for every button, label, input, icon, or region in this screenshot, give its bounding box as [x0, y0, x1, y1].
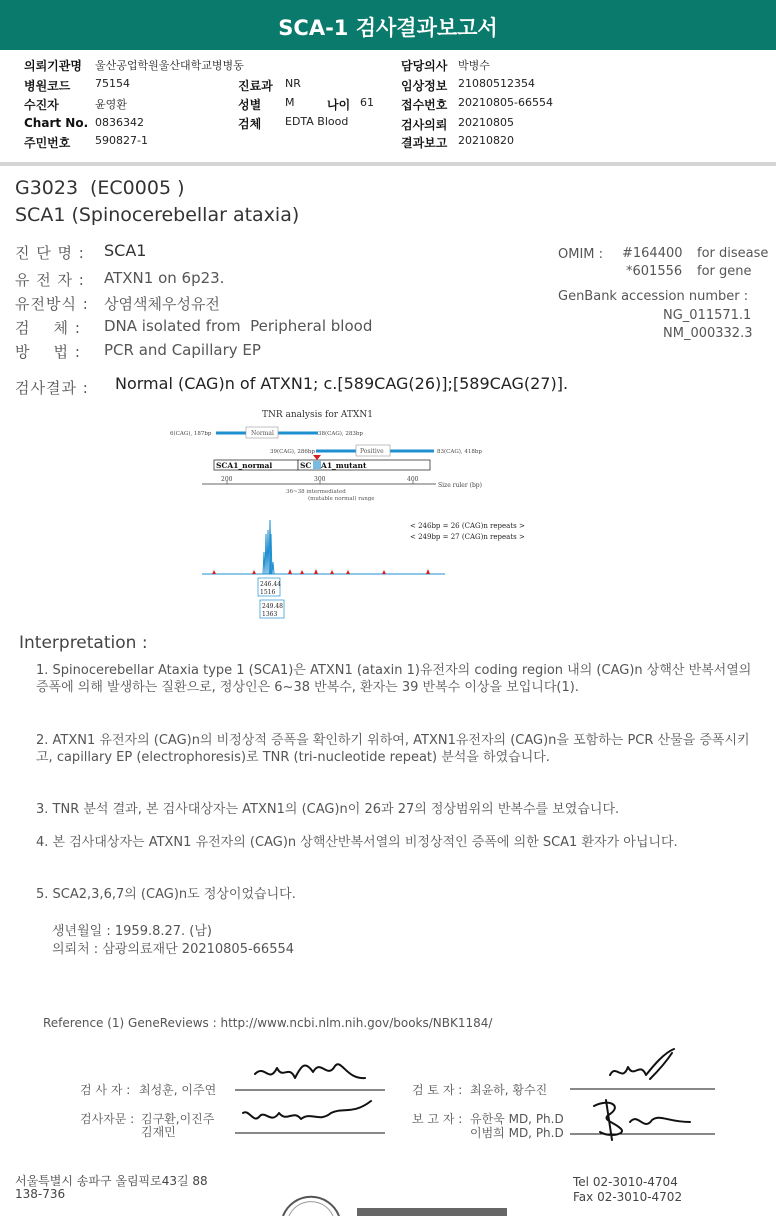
gene-value: ATXN1 on 6p23.: [104, 269, 225, 287]
tnr-figure: [160, 402, 540, 622]
sca1-mutant-label: A1_mutant: [321, 461, 367, 470]
receipt-no-label: 접수번호: [401, 98, 448, 112]
size-standard-peaks: [212, 569, 430, 574]
department-label: 진료과: [238, 79, 273, 93]
omim-label: OMIM :: [558, 247, 604, 262]
sample-value: DNA isolated from Peripheral blood: [104, 317, 373, 335]
chart-no-label: Chart No.: [24, 116, 89, 130]
interpretation-item-3: 3. TNR 분석 결과, 본 검사대상자는 ATXN1의 (CAG)n이 26과 27의 정상범위의 반복수를 보였습니다.: [36, 802, 620, 817]
reviewer-names: 최윤하, 황수진: [470, 1083, 548, 1097]
reporter-name-2: 이범희 MD, Ph.D: [470, 1126, 564, 1140]
institution-value: 울산공업학원울산대학교병병동: [95, 59, 244, 72]
reporter-label: 보 고 자 :: [412, 1112, 463, 1126]
intermediate-label-1: 36~38 intermediated: [286, 489, 346, 495]
hospital-code-value: 75154: [95, 77, 130, 90]
test-request-value: 20210805: [458, 116, 514, 129]
result-value: Normal (CAG)n of ATXN1; c.[589CAG(26)];[589CAG(27)].: [115, 374, 569, 393]
result-report-label: 결과보고: [401, 136, 448, 150]
hospital-code-label: 병원코드: [24, 79, 71, 93]
tick-300: 300: [314, 476, 326, 483]
marker-triangle: [313, 455, 321, 460]
figure-title: TNR analysis for ATXN1: [262, 410, 373, 420]
result-report-value: 20210820: [458, 134, 514, 147]
sca1-mutant-prefix: SC: [300, 461, 312, 470]
genbank-id-2: NM_000332.3: [663, 326, 753, 341]
birth-date: 생년월일 : 1959.8.27. (남): [52, 924, 213, 939]
footer-tel: Tel 02-3010-4704: [573, 1175, 678, 1189]
diagnosis-label: 진 단 명 :: [15, 244, 85, 262]
specimen-value: EDTA Blood: [285, 115, 349, 128]
chart-no-value: 0836342: [95, 116, 144, 129]
reporter-name-1: 유한욱 MD, Ph.D: [470, 1112, 564, 1126]
omim-gene-id: *601556: [626, 264, 683, 279]
advisor-label: 검사자문 :: [80, 1112, 135, 1126]
peak1-height: 1516: [260, 589, 276, 596]
interpretation-item-1: 1. Spinocerebellar Ataxia type 1 (SCA1)은 ATXN1 (ataxin 1)유전자의 coding region 내의 (CAG)n 상핵산 반복서열의 증폭에 의해 발생하는 질환으로, 정상인은 6~38 반복수, 환자는 39 반복수 이상을 보입니다(1).: [36, 663, 752, 695]
institution-label: 의뢰기관명: [24, 59, 82, 73]
header-divider: [0, 162, 776, 166]
referral: 의뢰처 : 삼광의료재단 20210805-66554: [52, 942, 295, 957]
age-label: 나이: [327, 98, 351, 112]
diagnosis-value: SCA1: [104, 241, 147, 260]
positive-right-label: 83(CAG), 418bp: [437, 449, 482, 455]
positive-box-label: Positive: [360, 448, 384, 455]
sex-value: M: [285, 96, 295, 109]
normal-right-label: 38(CAG), 283bp: [318, 431, 363, 437]
sample-label: 검 체 :: [15, 319, 81, 337]
genbank-id-1: NG_011571.1: [663, 308, 752, 323]
footer-postal: 138-736: [15, 1187, 66, 1201]
patient-label: 수진자: [24, 98, 59, 112]
positive-left-label: 39(CAG), 286bp: [270, 449, 315, 455]
inheritance-label: 유전방식 :: [15, 295, 89, 313]
tick-400: 400: [407, 476, 419, 483]
resident-no-label: 주민번호: [24, 136, 71, 150]
peak2-size: 249.48: [262, 603, 283, 610]
tester-label: 검 사 자 :: [80, 1083, 131, 1097]
age-value: 61: [360, 96, 374, 109]
test-name: SCA1 (Spinocerebellar ataxia): [15, 204, 300, 226]
omim-disease-desc: for disease: [697, 246, 769, 261]
reviewer-signature: [570, 1045, 715, 1093]
omim-gene-desc: for gene: [697, 264, 752, 279]
reviewer-label: 검 토 자 :: [412, 1083, 463, 1097]
report-title: SCA-1 검사결과보고서: [278, 16, 498, 40]
interpretation-item-5: 5. SCA2,3,6,7의 (CAG)n도 정상이었습니다.: [36, 887, 296, 902]
clinical-info-label: 임상정보: [401, 79, 448, 93]
ruler-label: Size ruler (bp): [438, 482, 482, 489]
sca1-mutant-marker: [313, 461, 321, 469]
clinical-info-value: 21080512354: [458, 77, 535, 90]
gene-label: 유 전 자 :: [15, 271, 85, 289]
footer-fax: Fax 02-3010-4702: [573, 1190, 683, 1204]
interpretation-heading: Interpretation :: [19, 633, 148, 653]
peak-cluster-2: [270, 534, 274, 574]
sca1-normal-label: SCA1_normal: [216, 461, 273, 470]
doctor-label: 담당의사: [401, 59, 448, 73]
footer-address: 서울특별시 송파구 올림픽로43길 88: [15, 1174, 208, 1188]
test-request-label: 검사의뢰: [401, 118, 448, 132]
normal-box-label: Normal: [251, 430, 274, 437]
peak1-size: 246.44: [260, 581, 281, 588]
tester-names: 최성훈, 이주연: [139, 1083, 217, 1097]
patient-value: 윤영환: [95, 98, 127, 111]
inheritance-value: 상염색체우성유전: [104, 295, 220, 313]
advisor-names-1: 김구환,이진주: [141, 1112, 215, 1126]
omim-disease-id: #164400: [622, 246, 683, 261]
receipt-no-value: 20210805-66554: [458, 96, 553, 109]
advisor-signature: [235, 1095, 385, 1137]
note-246bp: < 246bp = 26 (CAG)n repeats >: [410, 522, 525, 530]
tester-signature: [235, 1050, 385, 1095]
department-value: NR: [285, 77, 301, 90]
tick-200: 200: [221, 476, 233, 483]
note-249bp: < 249bp = 27 (CAG)n repeats >: [410, 533, 525, 541]
interpretation-item-2: 2. ATXN1 유전자의 (CAG)n의 비정상적 증폭을 확인하기 위하여, ATXN1유전자의 (CAG)n을 포함하는 PCR 산물을 증폭시키고, capillary EP (electrophoresis)로 TNR (tri-nucleotide repeat) 분석을 하였습니다.: [36, 733, 750, 765]
advisor-names-2: 김재민: [141, 1125, 176, 1139]
result-label: 검사결과 :: [15, 379, 89, 397]
peak2-height: 1363: [262, 611, 278, 618]
method-value: PCR and Capillary EP: [104, 341, 261, 359]
reporter-signature: [570, 1092, 715, 1144]
specimen-label: 검체: [238, 117, 262, 131]
method-label: 방 법 :: [15, 343, 81, 361]
test-code: G3023: [15, 177, 79, 199]
genbank-label: GenBank accession number :: [558, 289, 749, 304]
doctor-value: 박병수: [458, 59, 490, 72]
normal-left-label: 6(CAG), 187bp: [170, 431, 212, 437]
hospital-logo: [275, 1194, 525, 1216]
sex-label: 성별: [238, 98, 262, 112]
interpretation-item-4: 4. 본 검사대상자는 ATXN1 유전자의 (CAG)n 상핵산반복서열의 비정상적인 증폭에 의한 SCA1 환자가 아닙니다.: [36, 835, 678, 850]
test-subcode: (EC0005 ): [90, 177, 185, 199]
resident-no-value: 590827-1: [95, 134, 148, 147]
reference: Reference (1) GeneReviews : http://www.ncbi.nlm.nih.gov/books/NBK1184/: [43, 1016, 493, 1030]
intermediate-label-2: (mutable normal) range: [308, 496, 375, 502]
